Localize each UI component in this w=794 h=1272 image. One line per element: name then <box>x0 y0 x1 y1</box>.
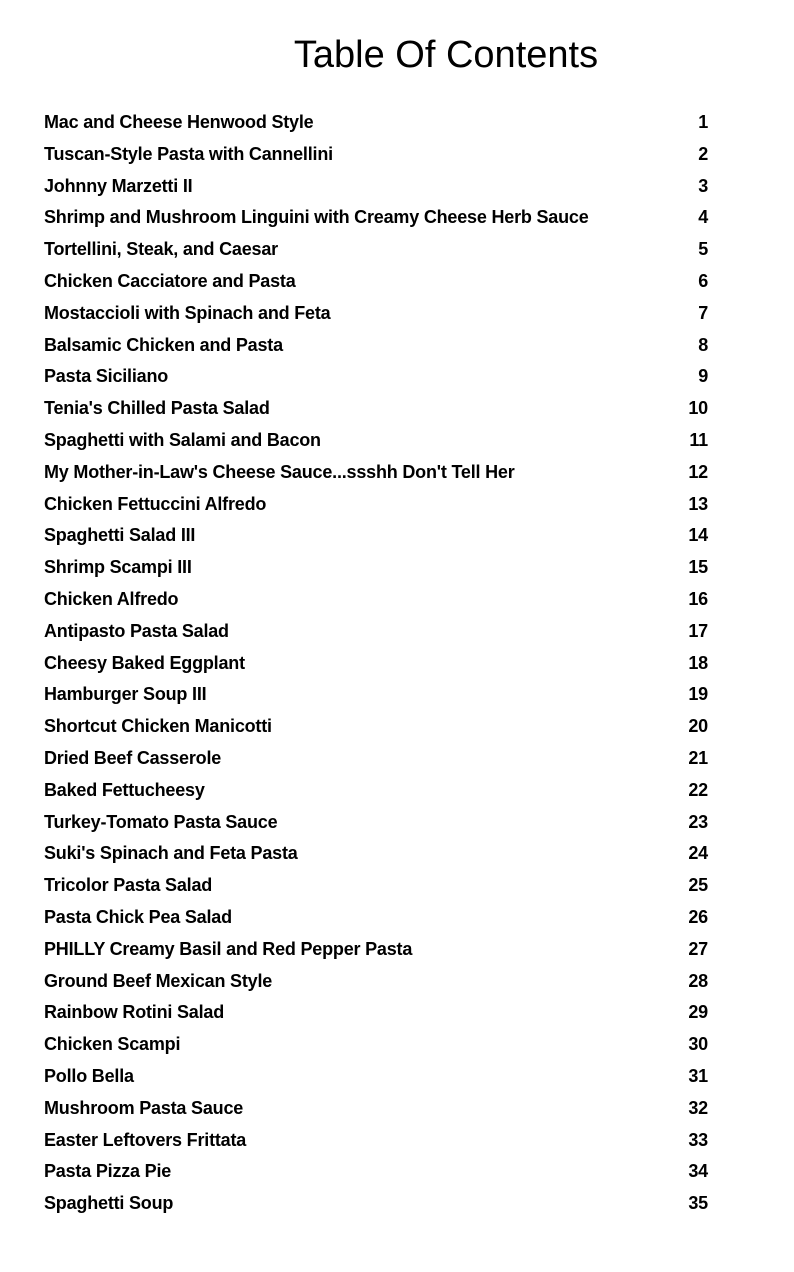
toc-entry <box>44 1093 708 1125</box>
toc-entry-title: Rainbow Rotini Salad <box>44 1002 225 1023</box>
toc-entry-page: 9 <box>698 366 708 387</box>
toc-entry-title: Balsamic Chicken and Pasta <box>44 334 283 355</box>
toc-entry <box>44 1188 708 1220</box>
toc-entry-page: 32 <box>688 1097 708 1118</box>
toc-entry-page: 28 <box>688 970 708 991</box>
toc-entry-page: 17 <box>688 620 708 641</box>
toc-entry <box>44 489 708 521</box>
toc-entry <box>44 648 708 680</box>
toc-entry-title: Chicken Scampi <box>44 1034 181 1055</box>
toc-entry-title: Ground Beef Mexican Style <box>44 970 273 991</box>
toc-entry <box>44 520 708 552</box>
toc-entry <box>44 425 708 457</box>
toc-entry <box>44 393 708 425</box>
toc-entry-page: 33 <box>688 1129 708 1150</box>
toc-entry <box>44 1029 708 1061</box>
toc-entry-title: Pasta Siciliano <box>44 366 169 387</box>
toc-entry-page: 3 <box>698 175 708 196</box>
toc-entry <box>44 266 708 298</box>
toc-entry-title: Mostaccioli with Spinach and Feta <box>44 302 331 323</box>
toc-entry-title: Dried Beef Casserole <box>44 747 222 768</box>
toc-entry <box>44 743 708 775</box>
toc-entry-title: Spaghetti with Salami and Bacon <box>44 429 321 450</box>
toc-entry <box>44 616 708 648</box>
toc-entry-page: 16 <box>688 588 708 609</box>
toc-entry-title: Chicken Alfredo <box>44 588 179 609</box>
toc-entry-page: 30 <box>688 1034 708 1055</box>
toc-entry <box>44 298 708 330</box>
toc-entry-page: 34 <box>688 1161 708 1182</box>
toc-entry-page: 20 <box>688 716 708 737</box>
toc-entry-page: 18 <box>688 652 708 673</box>
toc-entry-page: 10 <box>688 398 708 419</box>
toc-entry <box>44 711 708 743</box>
toc-entry-page: 13 <box>688 493 708 514</box>
toc-entry-page: 5 <box>698 239 708 260</box>
toc-entry-page: 31 <box>688 1065 708 1086</box>
toc-entry-title: Shrimp and Mushroom Linguini with Creamy Cheese Herb Sauce <box>44 207 589 228</box>
toc-entry <box>44 202 708 234</box>
toc-entry <box>44 361 708 393</box>
toc-entry <box>44 902 708 934</box>
toc-entry-title: Pollo Bella <box>44 1065 134 1086</box>
toc-entry-title: Mushroom Pasta Sauce <box>44 1097 244 1118</box>
toc-entry-page: 35 <box>688 1193 708 1214</box>
toc-entry-page: 15 <box>688 557 708 578</box>
toc-entry-page: 11 <box>689 429 708 450</box>
toc-entry <box>44 457 708 489</box>
toc-entry-title: Easter Leftovers Frittata <box>44 1129 247 1150</box>
toc-entry-title: Tenia's Chilled Pasta Salad <box>44 398 270 419</box>
toc-entry-page: 4 <box>698 207 708 228</box>
toc-entry <box>44 584 708 616</box>
toc-entry-page: 8 <box>698 334 708 355</box>
toc-entry-page: 14 <box>688 525 708 546</box>
toc-list <box>44 107 708 1220</box>
toc-entry <box>44 966 708 998</box>
toc-entry-page: 24 <box>688 843 708 864</box>
toc-entry-page: 2 <box>698 143 708 164</box>
toc-entry-title: My Mother-in-Law's Cheese Sauce...ssshh Don't Tell Her <box>44 461 515 482</box>
toc-entry-title: Tricolor Pasta Salad <box>44 875 213 896</box>
toc-entry-page: 26 <box>688 906 708 927</box>
toc-entry <box>44 838 708 870</box>
toc-entry-title: Pasta Chick Pea Salad <box>44 906 232 927</box>
toc-entry-page: 22 <box>688 779 708 800</box>
toc-entry-title: Shrimp Scampi III <box>44 557 192 578</box>
toc-entry-title: Tuscan-Style Pasta with Cannellini <box>44 143 333 164</box>
toc-entry-page: 29 <box>688 1002 708 1023</box>
toc-entry-title: Chicken Cacciatore and Pasta <box>44 270 296 291</box>
toc-entry <box>44 807 708 839</box>
toc-entry-title: Suki's Spinach and Feta Pasta <box>44 843 298 864</box>
toc-entry <box>44 1061 708 1093</box>
toc-entry-page: 12 <box>688 461 708 482</box>
toc-entry <box>44 679 708 711</box>
toc-entry-page: 27 <box>688 938 708 959</box>
toc-entry-title: Baked Fettucheesy <box>44 779 205 800</box>
toc-entry-title: Johnny Marzetti II <box>44 175 193 196</box>
toc-entry-title: Turkey-Tomato Pasta Sauce <box>44 811 278 832</box>
toc-entry <box>44 552 708 584</box>
toc-entry-page: 1 <box>698 112 708 132</box>
toc-entry <box>44 107 708 139</box>
toc-entry <box>44 870 708 902</box>
toc-entry-page: 6 <box>698 270 708 291</box>
toc-entry <box>44 171 708 203</box>
toc-entry-title: Chicken Fettuccini Alfredo <box>44 493 267 514</box>
toc-entry-title: Spaghetti Soup <box>44 1193 174 1214</box>
toc-entry-page: 25 <box>688 875 708 896</box>
toc-entry <box>44 139 708 171</box>
toc-entry-title: Hamburger Soup III <box>44 684 207 705</box>
toc-entry-title: Mac and Cheese Henwood Style <box>44 112 314 132</box>
toc-entry-page: 23 <box>688 811 708 832</box>
toc-entry-title: Pasta Pizza Pie <box>44 1161 172 1182</box>
toc-entry <box>44 234 708 266</box>
toc-entry-title: Tortellini, Steak, and Caesar <box>44 239 278 260</box>
toc-entry <box>44 997 708 1029</box>
toc-entry <box>44 1125 708 1157</box>
toc-entry-page: 7 <box>698 302 708 323</box>
toc-entry-page: 21 <box>688 747 708 768</box>
toc-entry-title: Shortcut Chicken Manicotti <box>44 716 272 737</box>
toc-entry-page: 19 <box>688 684 708 705</box>
toc-entry <box>44 775 708 807</box>
toc-entry-title: Cheesy Baked Eggplant <box>44 652 245 673</box>
toc-entry-title: Spaghetti Salad III <box>44 525 196 546</box>
toc-entry <box>44 330 708 362</box>
toc-entry-title: PHILLY Creamy Basil and Red Pepper Pasta <box>44 938 413 959</box>
toc-entry <box>44 1156 708 1188</box>
toc-entry <box>44 934 708 966</box>
toc-entry-title: Antipasto Pasta Salad <box>44 620 229 641</box>
page-title: Table Of Contents <box>293 34 599 76</box>
